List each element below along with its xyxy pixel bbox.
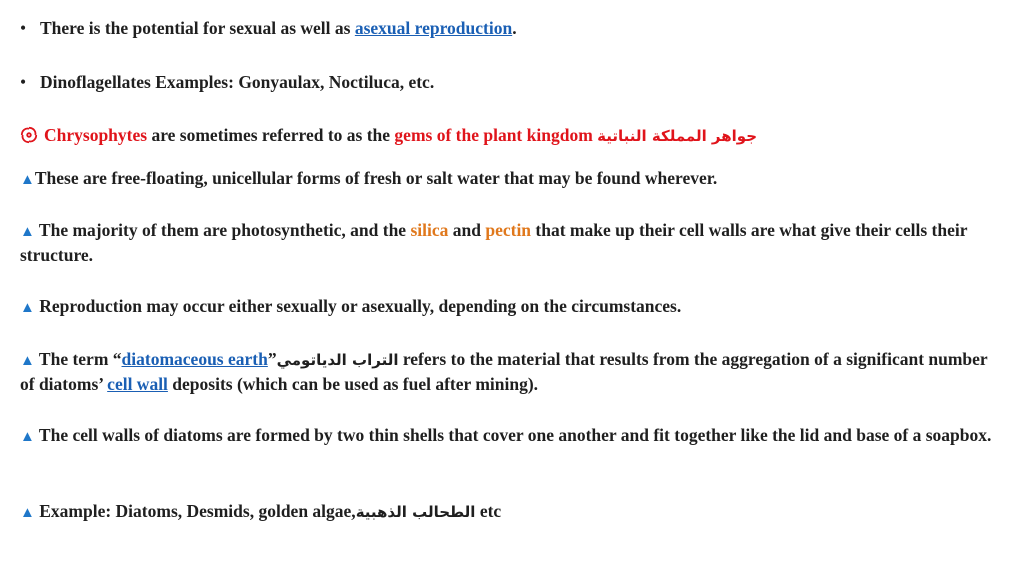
bullet-line-dinoflagellates — [20, 71, 1002, 94]
line-text: ” — [267, 349, 277, 369]
point-examples — [20, 500, 1002, 525]
pectin-term: pectin — [485, 220, 532, 240]
line-text: Reproduction may occur either sexually or asexually, depending on the circumstances. — [34, 296, 682, 316]
point-cell-walls — [20, 424, 1002, 449]
gems-highlight: gems of the plant kingdom — [394, 125, 593, 145]
line-text: etc — [475, 501, 502, 521]
line-text: The term “ — [34, 349, 122, 369]
arabic-golden-algae: الطحالب الذهبية — [355, 503, 476, 521]
point-reproduction — [20, 295, 1002, 320]
line-text: These are free-floating, unicellular forms of fresh or salt water that may be found wherever. — [34, 168, 718, 188]
chrysophytes-term: Chrysophytes — [44, 125, 148, 145]
arabic-diatomaceous-earth: التراب الدياتومي — [276, 351, 399, 369]
triangle-icon: ▲ — [20, 429, 35, 445]
triangle-icon: ▲ — [20, 353, 35, 369]
line-text: and — [448, 220, 486, 240]
point-free-floating — [20, 167, 1002, 192]
triangle-icon: ▲ — [20, 224, 35, 240]
silica-term: silica — [410, 220, 449, 240]
line-text: Example: Diatoms, Desmids, golden algae, — [34, 501, 356, 521]
asexual-reproduction-link[interactable]: asexual reproduction — [354, 18, 513, 38]
line-text: The majority of them are photosynthetic, and the — [34, 220, 411, 240]
cell-wall-link[interactable]: cell wall — [107, 374, 168, 394]
line-text: are sometimes referred to as the — [147, 125, 395, 145]
line-text: The cell walls of diatoms are formed by two thin shells that cover one another and fit together like the lid and base of a soapbox. — [34, 425, 992, 445]
spiral-icon — [20, 126, 38, 144]
line-end: . — [512, 18, 517, 38]
diatomaceous-earth-link[interactable]: diatomaceous earth — [121, 349, 268, 369]
point-photosynthetic — [20, 219, 1002, 267]
triangle-icon: ▲ — [20, 172, 35, 188]
line-text: Dinoflagellates Examples: Gonyaulax, Noctiluca, etc. — [40, 72, 435, 92]
arabic-gems: جواهر المملكة النباتية — [597, 127, 758, 145]
line-text: refers to the material that results from the aggregation of a significant number of diatoms’ — [20, 349, 988, 394]
bullet-dot: • — [20, 72, 27, 92]
triangle-icon: ▲ — [20, 300, 35, 316]
bullet-line-sexual-reproduction — [20, 17, 1002, 40]
bullet-dot: • — [20, 18, 27, 38]
triangle-icon: ▲ — [20, 505, 35, 521]
line-text: There is the potential for sexual as well as — [40, 18, 355, 38]
point-diatomaceous-earth — [20, 348, 1002, 396]
line-text: deposits (which can be used as fuel after mining). — [167, 374, 539, 394]
heading-chrysophytes — [20, 124, 1002, 148]
line-text: that make up their cell walls are what give their cells their structure. — [20, 220, 968, 265]
